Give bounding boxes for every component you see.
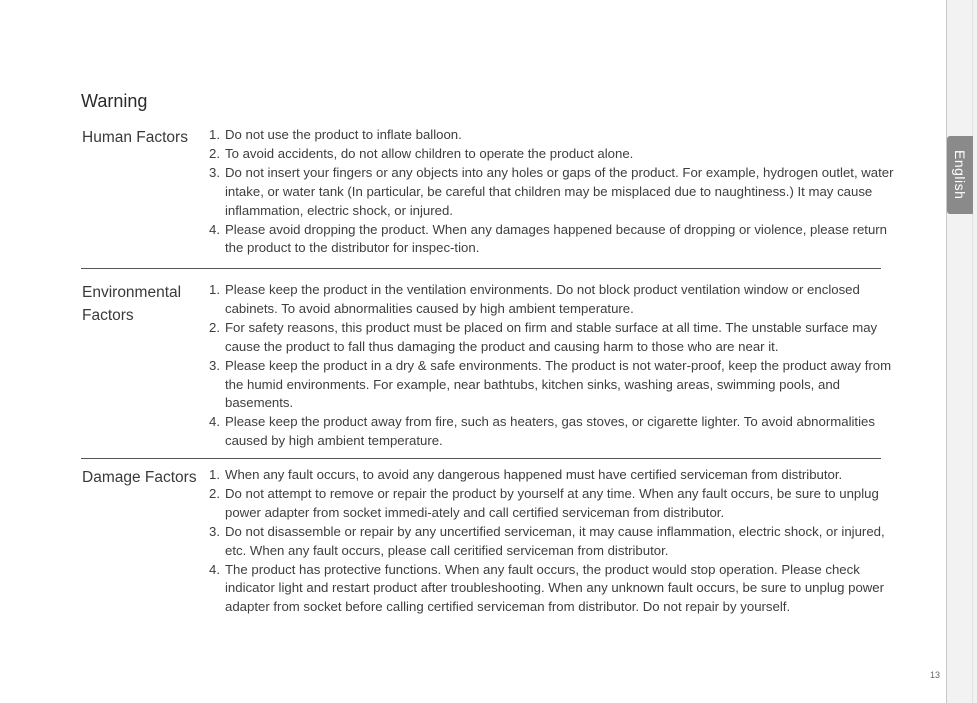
page-edge-line-outer bbox=[972, 0, 973, 703]
item-number: 2. bbox=[209, 485, 220, 501]
list-item bbox=[209, 485, 909, 523]
language-tab-label: English bbox=[952, 150, 968, 200]
list-item bbox=[209, 145, 899, 164]
item-number: 1. bbox=[209, 282, 220, 297]
section-label: Damage Factors bbox=[82, 469, 197, 486]
item-number: 1. bbox=[209, 467, 220, 482]
item-text: Do not insert your fingers or any objects into any holes or gaps of the product. For example, hydrogen outlet, water intake, or water tank (In particular, be careful that children may be misplaced due to naughtiness.) It may cause inflammation, electric shock, or injured. bbox=[225, 164, 894, 218]
item-text: Please keep the product in the ventilation environments. Do not block product ventilation window or enclosed cabinets. To avoid abnormalities caused by high ambient temperature. bbox=[225, 282, 860, 316]
item-number: 3. bbox=[209, 357, 220, 373]
page-title: Warning bbox=[81, 91, 148, 111]
list-item bbox=[209, 126, 899, 145]
item-text: For safety reasons, this product must be placed on firm and stable surface at all time. The unstable surface may cause the product to fall thus damaging the product and causing harm to those who are near it. bbox=[225, 319, 878, 354]
page-number: 13 bbox=[930, 670, 941, 680]
item-number: 4. bbox=[209, 221, 220, 237]
item-number: 1. bbox=[209, 127, 220, 142]
list-item bbox=[209, 221, 899, 259]
list-item bbox=[209, 281, 899, 319]
item-text: The product has protective functions. When any fault occurs, the product would stop operation. Please check indicator light and restart product after troubleshooting. When any unknown fault occurs, be sure to unplug power adapter from socket before calling certified serviceman from distributor. Do not repair by yourself. bbox=[225, 561, 885, 615]
list-item bbox=[209, 319, 899, 357]
item-number: 3. bbox=[209, 164, 220, 180]
list-item bbox=[209, 357, 899, 414]
warning-list bbox=[209, 126, 899, 258]
item-text: To avoid accidents, do not allow children to operate the product alone. bbox=[225, 145, 634, 161]
item-text: Please avoid dropping the product. When any damages happened because of dropping or violence, please return the product to the distributor for inspec-tion. bbox=[225, 221, 888, 256]
page-edge-line bbox=[946, 0, 947, 703]
item-number: 2. bbox=[209, 319, 220, 335]
section-divider bbox=[81, 458, 881, 459]
warning-list bbox=[209, 281, 899, 451]
list-item bbox=[209, 561, 909, 618]
list-item bbox=[209, 466, 909, 485]
item-number: 3. bbox=[209, 523, 220, 539]
list-item bbox=[209, 413, 899, 451]
item-number: 4. bbox=[209, 561, 220, 577]
list-item bbox=[209, 523, 909, 561]
item-number: 2. bbox=[209, 145, 220, 161]
item-text: Do not use the product to inflate balloon. bbox=[225, 127, 462, 142]
item-text: Do not attempt to remove or repair the product by yourself at any time. When any fault occurs, be sure to unplug power adapter from socket immedi-ately and call certified serviceman from distributor. bbox=[225, 485, 879, 520]
warning-list bbox=[209, 466, 909, 617]
item-text: Do not disassemble or repair by any uncertified serviceman, it may cause inflammation, electric shock, or injured, etc. When any fault occurs, please call ceritified serviceman from distributor. bbox=[225, 523, 885, 558]
item-text: Please keep the product in a dry & safe environments. The product is not water-proof, keep the product away from the humid environments. For example, near bathtubs, kitchen sinks, washing areas, swimming pools, and basements. bbox=[225, 357, 892, 411]
language-tab[interactable] bbox=[947, 136, 973, 214]
item-text: Please keep the product away from fire, such as heaters, gas stoves, or cigarette lighter. To avoid abnormalities caused by high ambient temperature. bbox=[225, 414, 875, 449]
list-item bbox=[209, 164, 899, 221]
section-label: Human Factors bbox=[82, 129, 188, 146]
section-divider bbox=[81, 268, 881, 269]
item-text: When any fault occurs, to avoid any dangerous happened must have certified serviceman from distributor. bbox=[225, 467, 843, 482]
section-label: Environmental Factors bbox=[82, 284, 182, 324]
item-number: 4. bbox=[209, 414, 220, 430]
